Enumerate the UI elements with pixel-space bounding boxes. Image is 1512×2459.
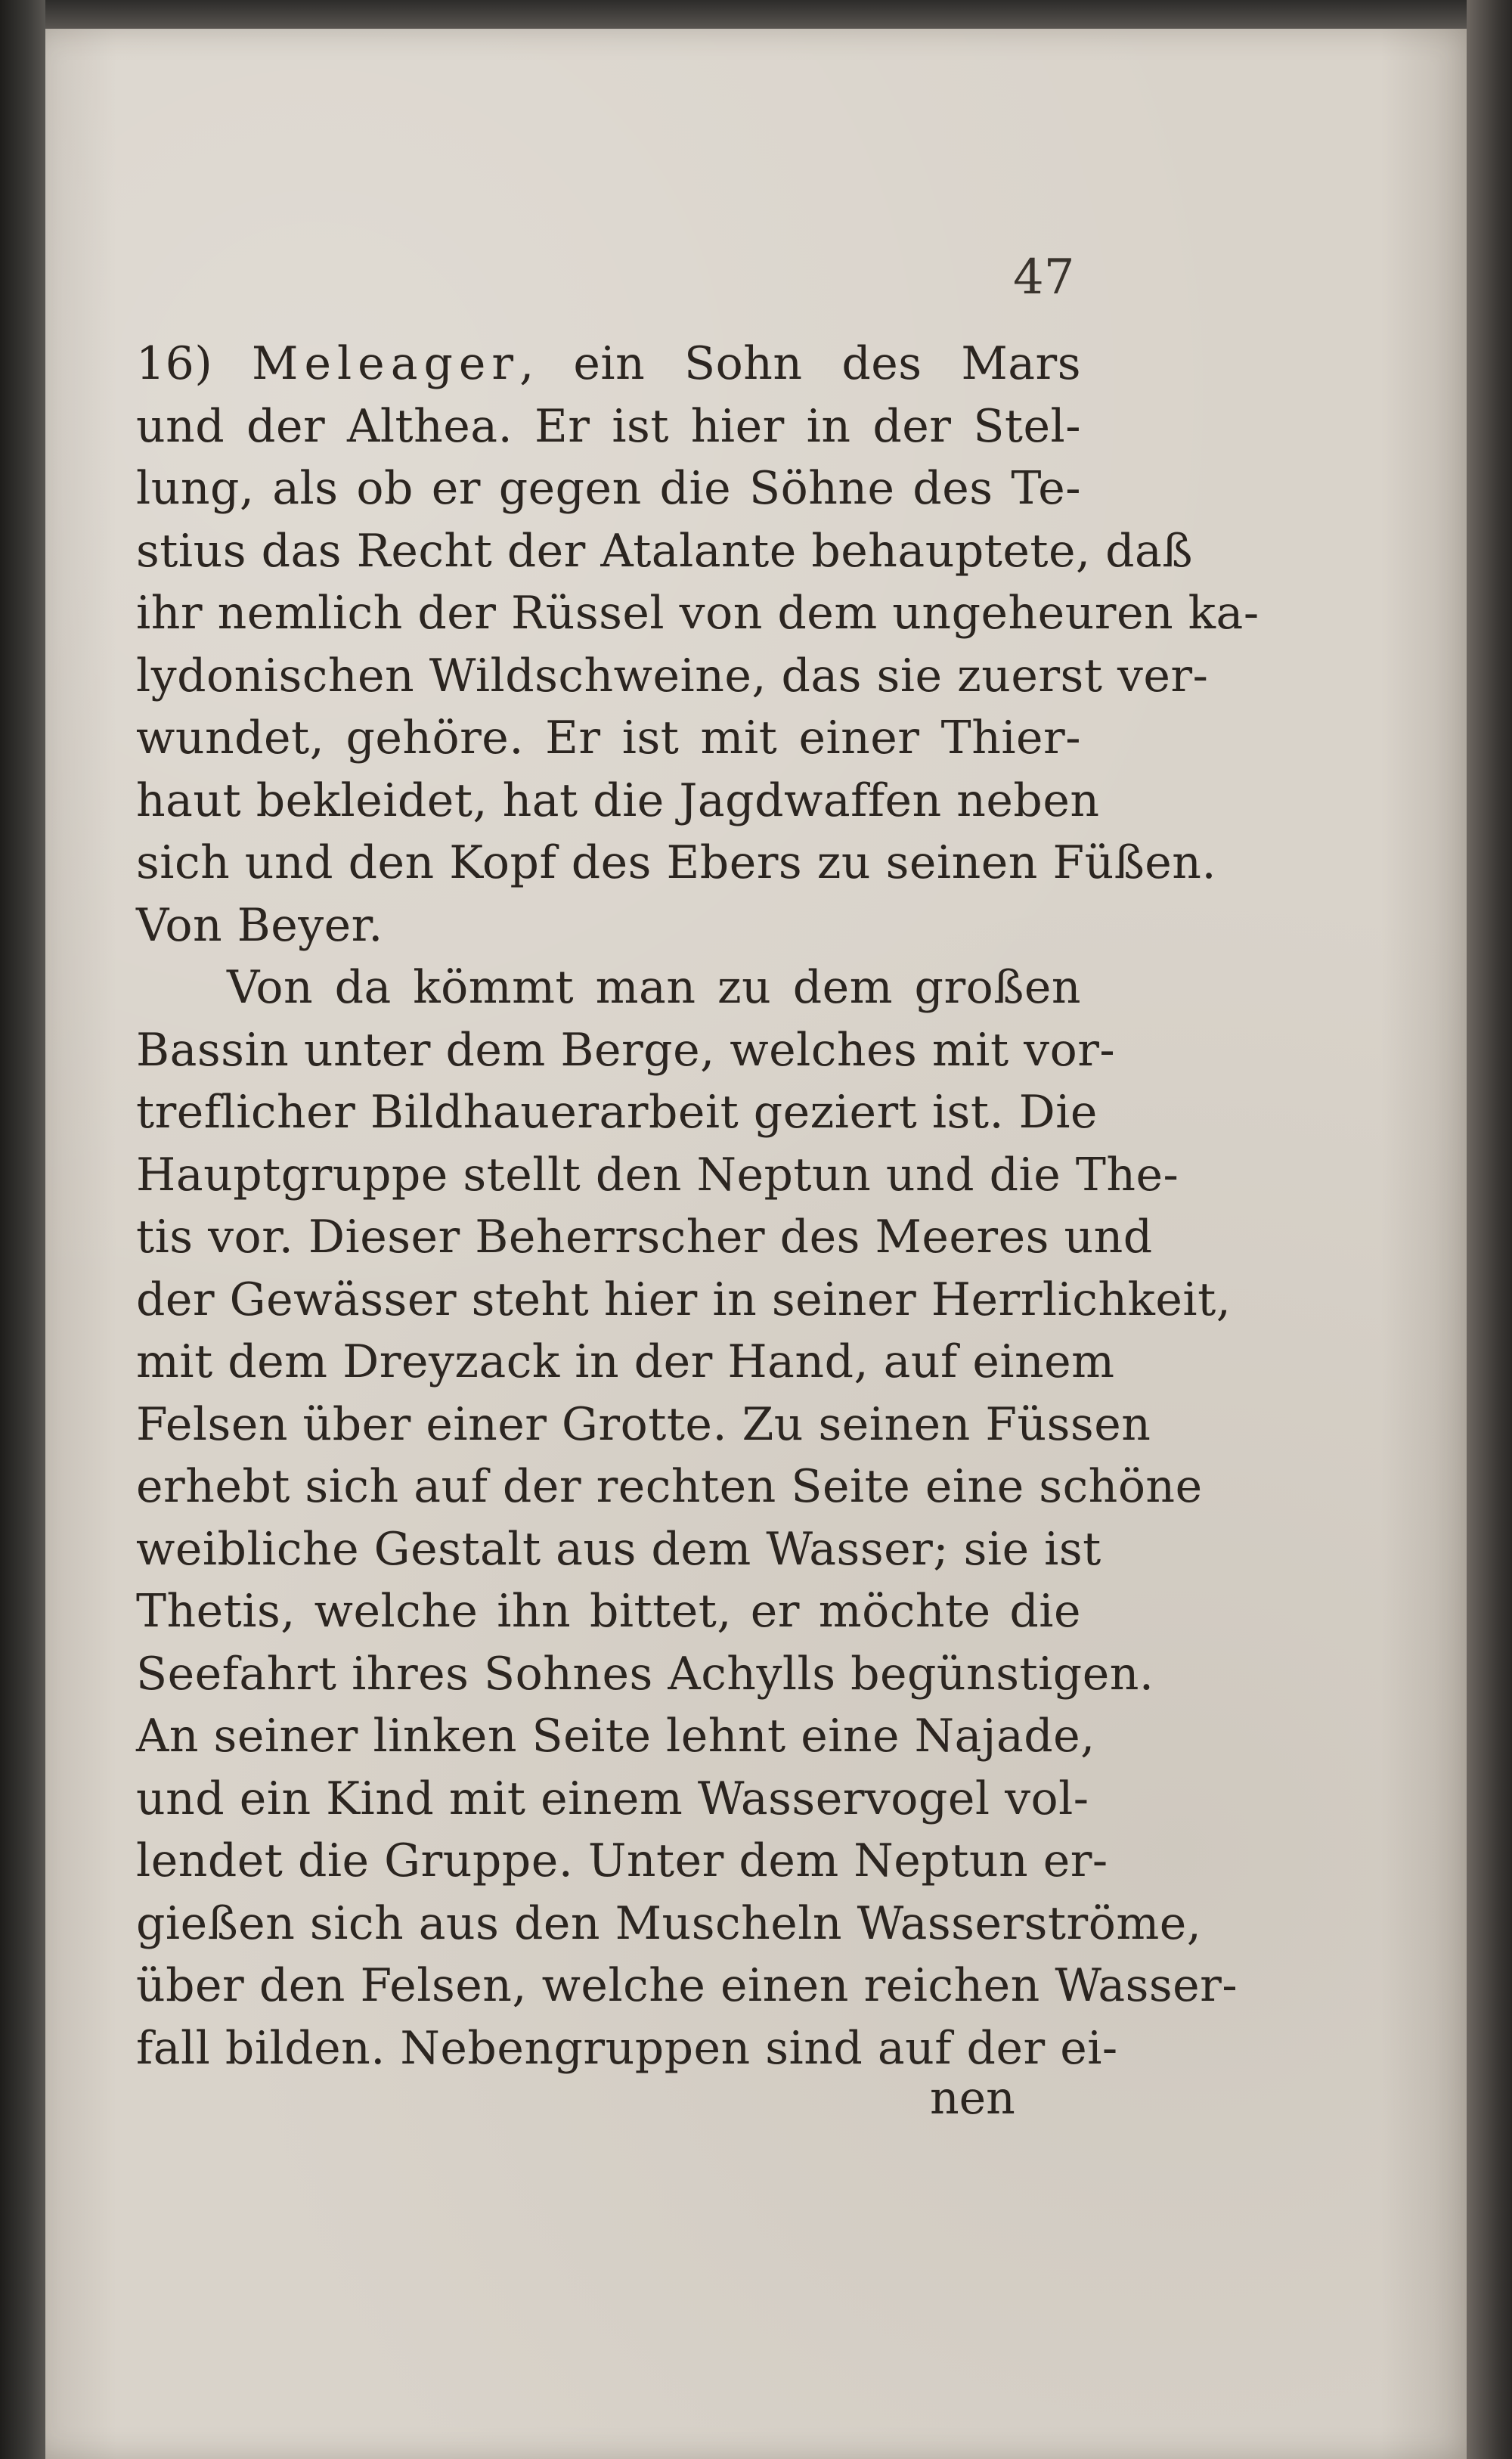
text-line: über den Felsen, welche einen reichen Wasser- — [136, 1959, 1238, 2012]
text-line: wundet, gehöre. Er ist mit einer Thier- — [136, 712, 1081, 764]
text-line: ihr nemlich der Rüssel von dem ungeheuren ka- — [136, 587, 1259, 640]
text-line: stius das Recht der Atalante behauptete, daß — [136, 524, 1193, 578]
catchword: nen — [930, 2072, 1015, 2125]
text-line: Seefahrt ihres Sohnes Achylls begünstigen. — [136, 1647, 1154, 1701]
page-number: 47 — [1013, 250, 1075, 305]
text-line: lendet die Gruppe. Unter dem Neptun er- — [136, 1834, 1108, 1887]
text-line: mit dem Dreyzack in der Hand, auf einem — [136, 1335, 1115, 1388]
text-line: Felsen über einer Grotte. Zu seinen Füssen — [136, 1397, 1151, 1451]
text-line: lydonischen Wildschweine, das sie zuerst ver- — [136, 649, 1209, 702]
text-line: Thetis, welche ihn bittet, er möchte die — [136, 1585, 1081, 1638]
text-line: Von da kömmt man zu dem großen — [227, 961, 1081, 1014]
text-line: 16) Meleager, ein Sohn des Mars — [136, 337, 1081, 390]
text-line: tis vor. Dieser Beherrscher des Meeres und — [136, 1211, 1153, 1264]
text-line: Von Beyer. — [136, 898, 383, 952]
text-line: lung, als ob er gegen die Söhne des Te- — [136, 462, 1081, 515]
text-line: An seiner linken Seite lehnt eine Najade, — [136, 1710, 1095, 1763]
book-spine-edge — [0, 0, 45, 2459]
name-meleager: Meleager — [252, 337, 520, 390]
text-line: haut bekleidet, hat die Jagdwaffen neben — [136, 774, 1100, 827]
text-line: erhebt sich auf der rechten Seite eine schöne — [136, 1460, 1203, 1513]
text-line: sich und den Kopf des Ebers zu seinen Füßen. — [136, 836, 1217, 889]
text-line: fall bilden. Nebengruppen sind auf der ei- — [136, 2021, 1118, 2075]
scan-top-edge — [0, 0, 1512, 30]
text-line: treflicher Bildhauerarbeit geziert ist. Die — [136, 1086, 1098, 1139]
text-line: Hauptgruppe stellt den Neptun und die The- — [136, 1148, 1179, 1202]
text-line: weibliche Gestalt aus dem Wasser; sie ist — [136, 1522, 1101, 1576]
text-line: gießen sich aus den Muscheln Wasserströme, — [136, 1896, 1202, 1950]
text-line: und ein Kind mit einem Wasservogel vol- — [136, 1772, 1089, 1825]
text-line: Bassin unter dem Berge, welches mit vor- — [136, 1023, 1116, 1077]
page-stack-edge — [1467, 0, 1512, 2459]
body-text — [136, 333, 1259, 2079]
text-line: und der Althea. Er ist hier in der Stel- — [136, 399, 1081, 453]
text-line: der Gewässer steht hier in seiner Herrlichkeit, — [136, 1273, 1232, 1326]
